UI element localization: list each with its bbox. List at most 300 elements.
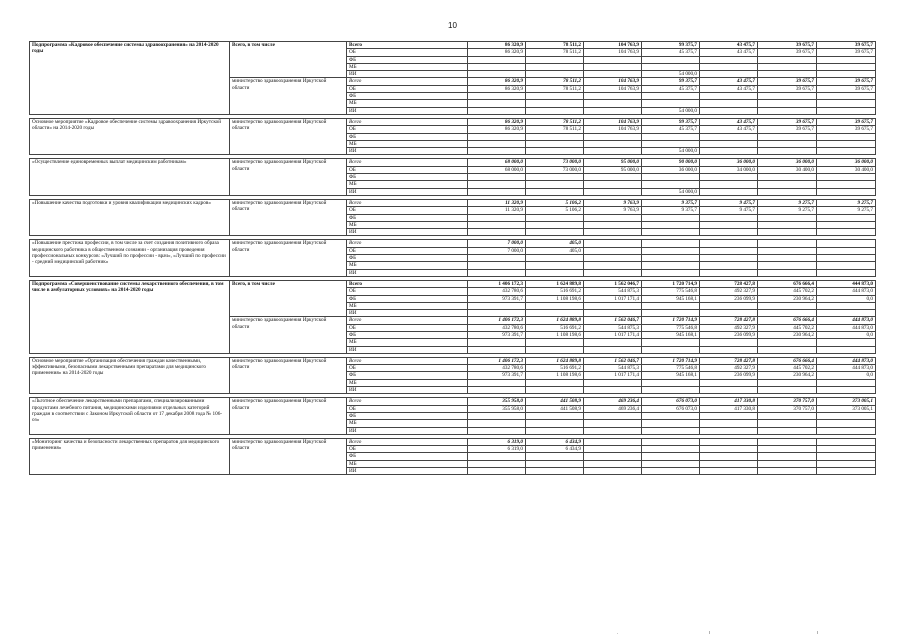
source-cell: Всего xyxy=(347,42,468,49)
value-cell xyxy=(700,107,758,114)
value-cell: 78 511,2 xyxy=(526,118,584,125)
source-cell: МБ xyxy=(347,262,468,269)
value-cell xyxy=(758,181,817,188)
value-cell xyxy=(526,71,584,78)
value-cell: 1 406 172,3 xyxy=(468,357,526,364)
value-cell: 236 099,9 xyxy=(700,331,758,338)
value-cell: 445 702,2 xyxy=(758,288,817,295)
source-cell: ОБ xyxy=(347,446,468,453)
value-cell xyxy=(642,93,700,100)
value-cell: 39 675,7 xyxy=(817,118,876,125)
value-cell xyxy=(758,221,817,228)
value-cell xyxy=(468,71,526,78)
value-cell xyxy=(468,140,526,147)
value-cell xyxy=(700,446,758,453)
value-cell: 775 546,8 xyxy=(642,324,700,331)
value-cell xyxy=(584,387,642,394)
value-cell xyxy=(758,346,817,353)
value-cell xyxy=(468,339,526,346)
value-cell xyxy=(526,460,584,467)
source-cell: ФБ xyxy=(347,255,468,262)
value-cell: 43 475,7 xyxy=(700,85,758,92)
value-cell: 104 763,9 xyxy=(584,78,642,85)
value-cell xyxy=(468,387,526,394)
value-cell xyxy=(817,240,876,247)
value-cell: 1 108 198,6 xyxy=(526,331,584,338)
value-cell xyxy=(817,221,876,228)
value-cell xyxy=(700,229,758,236)
value-cell: 36 000,0 xyxy=(700,159,758,166)
value-cell xyxy=(468,310,526,317)
source-cell: ФБ xyxy=(347,93,468,100)
value-cell xyxy=(584,71,642,78)
value-cell xyxy=(584,453,642,460)
value-cell: 230 964,2 xyxy=(758,295,817,302)
value-cell xyxy=(468,346,526,353)
executor-cell: Всего, в том числе xyxy=(230,280,347,316)
value-cell xyxy=(642,453,700,460)
source-cell: ОБ xyxy=(347,324,468,331)
value-cell xyxy=(817,460,876,467)
value-cell xyxy=(642,214,700,221)
value-cell xyxy=(584,412,642,419)
value-cell xyxy=(758,188,817,195)
value-cell xyxy=(584,460,642,467)
source-cell: ОБ xyxy=(347,247,468,254)
value-cell xyxy=(468,107,526,114)
value-cell xyxy=(526,148,584,155)
value-cell xyxy=(642,56,700,63)
value-cell: 7 000,0 xyxy=(468,240,526,247)
value-cell xyxy=(584,438,642,445)
value-cell: 444 873,0 xyxy=(817,357,876,364)
value-cell: 54 000,0 xyxy=(642,148,700,155)
source-cell: ИИ xyxy=(347,310,468,317)
value-cell: 1 562 046,7 xyxy=(584,280,642,287)
value-cell xyxy=(526,107,584,114)
source-cell: ИИ xyxy=(347,71,468,78)
value-cell xyxy=(468,453,526,460)
source-cell: ОБ xyxy=(347,166,468,173)
value-cell xyxy=(584,56,642,63)
value-cell xyxy=(817,214,876,221)
value-cell: 39 675,7 xyxy=(758,118,817,125)
value-cell: 30 400,0 xyxy=(758,166,817,173)
source-cell: Всего xyxy=(347,240,468,247)
value-cell: 99 375,7 xyxy=(642,42,700,49)
value-cell: 104 763,9 xyxy=(584,126,642,133)
source-cell: МБ xyxy=(347,379,468,386)
value-cell: 444 873,0 xyxy=(817,288,876,295)
value-cell: 45 375,7 xyxy=(642,85,700,92)
value-cell xyxy=(817,56,876,63)
value-cell xyxy=(468,214,526,221)
value-cell: 39 675,7 xyxy=(758,42,817,49)
source-cell: ОБ xyxy=(347,126,468,133)
source-cell: МБ xyxy=(347,63,468,70)
value-cell: 9 375,7 xyxy=(642,199,700,206)
value-cell xyxy=(700,420,758,427)
value-cell: 0,0 xyxy=(817,372,876,379)
value-cell: 1 108 198,6 xyxy=(526,295,584,302)
value-cell xyxy=(700,133,758,140)
value-cell: 99 375,7 xyxy=(642,118,700,125)
value-cell xyxy=(758,310,817,317)
value-cell: 39 675,7 xyxy=(817,78,876,85)
value-cell xyxy=(468,100,526,107)
value-cell xyxy=(584,148,642,155)
source-cell: ИИ xyxy=(347,468,468,475)
value-cell: 54 000,0 xyxy=(642,107,700,114)
value-cell: 68 000,0 xyxy=(468,166,526,173)
value-cell xyxy=(642,240,700,247)
value-cell: 1 720 714,9 xyxy=(642,357,700,364)
value-cell xyxy=(584,221,642,228)
value-cell xyxy=(817,310,876,317)
value-cell xyxy=(642,420,700,427)
value-cell xyxy=(758,174,817,181)
source-cell: ИИ xyxy=(347,229,468,236)
value-cell xyxy=(584,214,642,221)
value-cell: 43 475,7 xyxy=(700,49,758,56)
value-cell xyxy=(526,221,584,228)
executor-cell: министерство здравоохранения Иркутской области xyxy=(230,240,347,276)
source-cell: ФБ xyxy=(347,331,468,338)
value-cell xyxy=(468,56,526,63)
value-cell xyxy=(700,63,758,70)
value-cell: 9 475,7 xyxy=(700,207,758,214)
source-cell: ИИ xyxy=(347,107,468,114)
value-cell: 39 675,7 xyxy=(758,49,817,56)
value-cell xyxy=(468,63,526,70)
value-cell xyxy=(526,100,584,107)
value-cell: 492 327,9 xyxy=(700,365,758,372)
value-cell xyxy=(468,255,526,262)
value-cell: 973 391,7 xyxy=(468,372,526,379)
program-title: «Льготное обеспечение лекарственными препаратами, специализированными продуктами лечебного питания, медицинскими изделиями отдельных категорий граждан в соответствии с Законом Иркутской области от 17 декабря 2008 года № 106-оз» xyxy=(30,398,230,434)
value-cell xyxy=(758,63,817,70)
value-cell: 9 763,9 xyxy=(584,199,642,206)
value-cell: 775 546,8 xyxy=(642,365,700,372)
value-cell xyxy=(817,387,876,394)
value-cell xyxy=(642,310,700,317)
source-cell: МБ xyxy=(347,140,468,147)
value-cell xyxy=(700,468,758,475)
value-cell xyxy=(526,379,584,386)
value-cell: 95 000,0 xyxy=(584,166,642,173)
value-cell: 444 873,0 xyxy=(817,317,876,324)
value-cell xyxy=(758,93,817,100)
value-cell xyxy=(584,302,642,309)
value-cell: 86 320,9 xyxy=(468,78,526,85)
value-cell xyxy=(758,214,817,221)
value-cell xyxy=(817,107,876,114)
value-cell: 432 780,6 xyxy=(468,324,526,331)
value-cell xyxy=(817,269,876,276)
value-cell xyxy=(817,427,876,434)
scan-mark: . xyxy=(617,630,619,636)
source-cell: МБ xyxy=(347,221,468,228)
value-cell xyxy=(584,427,642,434)
value-cell: 728 427,8 xyxy=(700,280,758,287)
source-cell: ОБ xyxy=(347,405,468,412)
value-cell xyxy=(642,346,700,353)
value-cell: 676 666,4 xyxy=(758,280,817,287)
value-cell xyxy=(817,140,876,147)
value-cell xyxy=(642,460,700,467)
value-cell: 230 964,2 xyxy=(758,331,817,338)
value-cell xyxy=(758,427,817,434)
value-cell: 544 875,3 xyxy=(584,324,642,331)
program-title: «Мониторинг качества и безопасности лекарственных препаратов для медицинского применения» xyxy=(30,438,230,474)
value-cell: 36 000,0 xyxy=(758,159,817,166)
value-cell xyxy=(817,247,876,254)
value-cell xyxy=(584,100,642,107)
value-cell xyxy=(468,460,526,467)
value-cell xyxy=(700,302,758,309)
value-cell xyxy=(468,181,526,188)
value-cell xyxy=(584,93,642,100)
source-cell: Всего xyxy=(347,159,468,166)
value-cell xyxy=(817,93,876,100)
value-cell: 728 427,8 xyxy=(700,357,758,364)
value-cell xyxy=(468,174,526,181)
value-cell xyxy=(817,174,876,181)
value-cell: 973 391,7 xyxy=(468,331,526,338)
value-cell: 444 873,0 xyxy=(817,365,876,372)
value-cell: 0,0 xyxy=(817,331,876,338)
program-title: Подпрограмма «Совершенствование системы лекарственного обеспечения, в том числе в амбулаторных условиях» на 2014-2020 годы xyxy=(30,280,230,353)
value-cell: 775 546,8 xyxy=(642,288,700,295)
source-cell: ОБ xyxy=(347,85,468,92)
value-cell xyxy=(642,221,700,228)
value-cell xyxy=(700,240,758,247)
value-cell xyxy=(700,427,758,434)
value-cell xyxy=(584,339,642,346)
value-cell xyxy=(758,133,817,140)
value-cell xyxy=(526,453,584,460)
value-cell xyxy=(584,63,642,70)
executor-cell: Всего, в том числе xyxy=(230,42,347,78)
value-cell: 230 964,2 xyxy=(758,372,817,379)
value-cell: 39 675,7 xyxy=(758,78,817,85)
value-cell: 417 330,8 xyxy=(700,405,758,412)
value-cell: 728 427,8 xyxy=(700,317,758,324)
value-cell xyxy=(758,446,817,453)
value-cell: 90 000,0 xyxy=(642,159,700,166)
value-cell: 1 720 714,9 xyxy=(642,280,700,287)
value-cell: 444 873,0 xyxy=(817,324,876,331)
value-cell: 6 319,0 xyxy=(468,438,526,445)
value-cell xyxy=(817,438,876,445)
value-cell: 11 320,9 xyxy=(468,207,526,214)
value-cell: 43 475,7 xyxy=(700,78,758,85)
value-cell: 1 562 046,7 xyxy=(584,317,642,324)
source-cell: ФБ xyxy=(347,412,468,419)
value-cell xyxy=(817,420,876,427)
value-cell xyxy=(642,229,700,236)
value-cell: 945 168,1 xyxy=(642,331,700,338)
source-cell: Всего xyxy=(347,78,468,85)
value-cell xyxy=(758,56,817,63)
value-cell: 86 320,9 xyxy=(468,49,526,56)
value-cell xyxy=(700,247,758,254)
source-cell: МБ xyxy=(347,420,468,427)
value-cell: 68 000,0 xyxy=(468,159,526,166)
value-cell: 432 780,6 xyxy=(468,365,526,372)
value-cell xyxy=(468,148,526,155)
value-cell xyxy=(526,420,584,427)
value-cell xyxy=(700,148,758,155)
table-row xyxy=(30,357,876,364)
value-cell xyxy=(700,387,758,394)
value-cell: 1 017 171,4 xyxy=(584,331,642,338)
value-cell: 445 702,2 xyxy=(758,365,817,372)
value-cell: 676 666,4 xyxy=(758,317,817,324)
value-cell: 676 666,4 xyxy=(758,357,817,364)
value-cell: 405,0 xyxy=(526,247,584,254)
value-cell: 86 320,9 xyxy=(468,118,526,125)
value-cell xyxy=(817,379,876,386)
value-cell xyxy=(642,387,700,394)
value-cell xyxy=(526,302,584,309)
value-cell xyxy=(584,468,642,475)
value-cell: 445 702,2 xyxy=(758,324,817,331)
value-cell: 5 106,2 xyxy=(526,207,584,214)
value-cell xyxy=(700,262,758,269)
value-cell: 73 000,0 xyxy=(526,159,584,166)
value-cell xyxy=(817,148,876,155)
value-cell: 104 763,9 xyxy=(584,49,642,56)
value-cell: 99 375,7 xyxy=(642,78,700,85)
value-cell: 6 434,9 xyxy=(526,446,584,453)
source-cell: ФБ xyxy=(347,372,468,379)
table-row xyxy=(30,42,876,49)
value-cell: 5 106,2 xyxy=(526,199,584,206)
value-cell: 1 406 172,3 xyxy=(468,280,526,287)
value-cell xyxy=(700,93,758,100)
value-cell xyxy=(700,181,758,188)
value-cell xyxy=(584,133,642,140)
value-cell: 516 691,2 xyxy=(526,365,584,372)
value-cell xyxy=(817,262,876,269)
source-cell: ОБ xyxy=(347,49,468,56)
value-cell xyxy=(642,140,700,147)
value-cell: 43 475,7 xyxy=(700,126,758,133)
table-row xyxy=(30,159,876,166)
value-cell xyxy=(584,346,642,353)
value-cell: 39 675,7 xyxy=(817,42,876,49)
value-cell: 444 873,0 xyxy=(817,280,876,287)
value-cell: 973 391,7 xyxy=(468,295,526,302)
page-number: 10 xyxy=(448,21,457,30)
value-cell xyxy=(642,269,700,276)
value-cell xyxy=(700,255,758,262)
value-cell: 9 275,7 xyxy=(817,207,876,214)
value-cell xyxy=(817,63,876,70)
value-cell xyxy=(584,174,642,181)
value-cell xyxy=(700,100,758,107)
source-cell: ИИ xyxy=(347,346,468,353)
value-cell: 39 675,7 xyxy=(817,126,876,133)
executor-cell: министерство здравоохранения Иркутской области xyxy=(230,199,347,235)
value-cell xyxy=(817,133,876,140)
value-cell: 11 320,9 xyxy=(468,199,526,206)
value-cell: 78 511,2 xyxy=(526,126,584,133)
value-cell xyxy=(584,181,642,188)
value-cell xyxy=(817,468,876,475)
value-cell: 1 406 172,3 xyxy=(468,317,526,324)
value-cell xyxy=(700,56,758,63)
value-cell xyxy=(700,379,758,386)
value-cell xyxy=(642,255,700,262)
value-cell xyxy=(758,302,817,309)
value-cell: 54 000,0 xyxy=(642,188,700,195)
value-cell xyxy=(642,468,700,475)
value-cell: 54 000,0 xyxy=(642,71,700,78)
value-cell: 1 624 889,8 xyxy=(526,357,584,364)
value-cell xyxy=(468,379,526,386)
table-row xyxy=(30,398,876,405)
value-cell xyxy=(584,379,642,386)
value-cell xyxy=(817,302,876,309)
value-cell: 469 236,4 xyxy=(584,398,642,405)
value-cell xyxy=(526,133,584,140)
program-title: Основное мероприятие «Организация обеспечения граждан качественными, эффективными, безопасными лекарственными препаратами для медицинского применения» на 2014-2020 годы xyxy=(30,357,230,393)
value-cell: 945 168,1 xyxy=(642,295,700,302)
source-cell: Всего xyxy=(347,317,468,324)
value-cell: 86 320,9 xyxy=(468,42,526,49)
value-cell: 9 763,9 xyxy=(584,207,642,214)
value-cell xyxy=(758,148,817,155)
value-cell: 30 400,0 xyxy=(817,166,876,173)
value-cell xyxy=(642,181,700,188)
source-cell: ФБ xyxy=(347,56,468,63)
value-cell xyxy=(642,438,700,445)
value-cell: 236 099,9 xyxy=(700,295,758,302)
value-cell: 9 375,7 xyxy=(642,207,700,214)
value-cell xyxy=(817,229,876,236)
funding-table xyxy=(29,41,876,475)
value-cell xyxy=(526,269,584,276)
value-cell xyxy=(700,412,758,419)
value-cell xyxy=(526,255,584,262)
value-cell: 73 000,0 xyxy=(526,166,584,173)
value-cell xyxy=(700,269,758,276)
value-cell: 39 675,7 xyxy=(817,49,876,56)
value-cell: 676 073,0 xyxy=(642,398,700,405)
value-cell xyxy=(758,247,817,254)
source-cell: ИИ xyxy=(347,269,468,276)
executor-cell: министерство здравоохранения Иркутской области xyxy=(230,398,347,434)
value-cell xyxy=(758,71,817,78)
source-cell: МБ xyxy=(347,181,468,188)
value-cell: 78 511,2 xyxy=(526,49,584,56)
value-cell xyxy=(468,229,526,236)
source-cell: ФБ xyxy=(347,133,468,140)
value-cell: 39 675,7 xyxy=(758,126,817,133)
source-cell: ИИ xyxy=(347,148,468,155)
value-cell xyxy=(642,174,700,181)
value-cell xyxy=(526,174,584,181)
scan-mark: ı xyxy=(709,630,711,636)
source-cell: Всего xyxy=(347,118,468,125)
source-cell: Всего xyxy=(347,398,468,405)
value-cell: 355 958,0 xyxy=(468,398,526,405)
value-cell: 45 375,7 xyxy=(642,49,700,56)
value-cell: 1 562 046,7 xyxy=(584,357,642,364)
value-cell: 104 763,9 xyxy=(584,118,642,125)
